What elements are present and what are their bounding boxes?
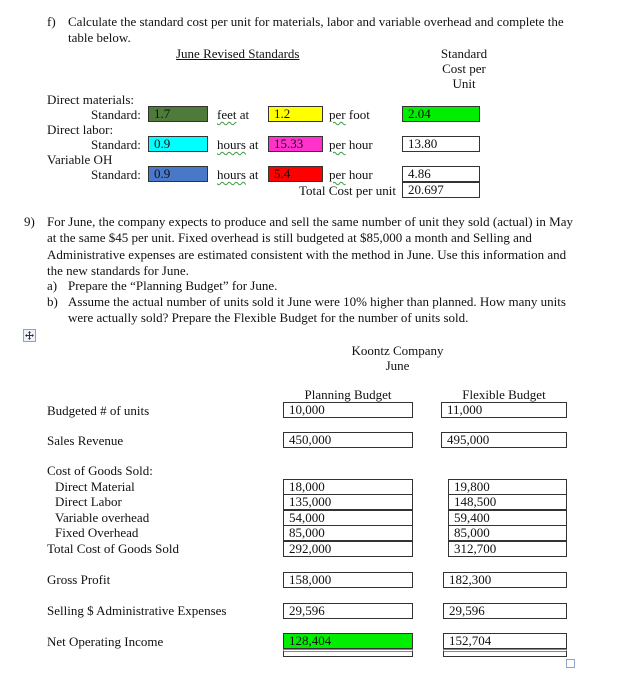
dm-qty-unit-word: feet [217, 107, 237, 122]
flexible-dl-cell[interactable]: 148,500 [448, 494, 567, 510]
dl-rate-cell[interactable]: 15.33 [268, 136, 323, 152]
dm-qty-cell[interactable]: 1.7 [148, 106, 208, 122]
row-label-units: Budgeted # of units [47, 403, 150, 418]
row-label-direct-material: Direct Material [55, 479, 135, 494]
std-cost-header [430, 46, 498, 91]
voh-rate-unit-word: per [329, 167, 346, 182]
flexible-total-cogs-cell[interactable]: 312,700 [448, 541, 567, 557]
dm-rate-unit: per foot [329, 107, 370, 122]
section-direct-labor: Direct labor: [47, 122, 114, 137]
row-label-direct-labor: Direct Labor [55, 494, 122, 509]
q9-line3: Administrative expenses are estimated consistent with the method in June. Use this information and [47, 247, 567, 262]
row-label-variable-overhead: Variable overhead [55, 510, 150, 525]
budget-period: June [385, 358, 410, 373]
standard-label: Standard: [91, 137, 141, 152]
dm-cost-cell[interactable]: 2.04 [402, 106, 480, 122]
dl-qty-cell[interactable]: 0.9 [148, 136, 208, 152]
q9b-line2: were actually sold? Prepare the Flexible Budget for the number of units sold. [68, 310, 469, 325]
dl-cost-cell[interactable]: 13.80 [402, 136, 480, 152]
planning-noi-cell[interactable]: 128,404 [283, 633, 413, 649]
voh-rate-cell[interactable]: 5.4 [268, 166, 323, 182]
planning-total-cogs-cell[interactable]: 292,000 [283, 541, 413, 557]
part-f-instruction-line1: Calculate the standard cost per unit for materials, labor and variable overhead and complete the [68, 14, 564, 29]
q9-marker: 9) [24, 214, 35, 229]
flexible-voh-cell[interactable]: 59,400 [448, 510, 567, 526]
row-label-fixed-overhead: Fixed Overhead [55, 525, 139, 540]
part-f-instruction-line2: table below. [68, 30, 131, 45]
part-f-marker: f) [47, 14, 56, 29]
move-arrows-icon[interactable] [23, 329, 36, 342]
dl-qty-unit-word: hours [217, 137, 246, 152]
cogs-header: Cost of Goods Sold: [47, 463, 153, 478]
planning-gross-cell[interactable]: 158,000 [283, 572, 413, 588]
standard-label: Standard: [91, 167, 141, 182]
flexible-foh-cell[interactable]: 85,000 [448, 525, 567, 541]
resize-handle-icon[interactable] [566, 659, 575, 668]
row-label-gross-profit: Gross Profit [47, 572, 111, 587]
std-cost-header-line3: Unit [452, 76, 476, 91]
standards-table-title: June Revised Standards [176, 46, 300, 61]
col-header-flexible: Flexible Budget [462, 387, 546, 402]
planning-foh-cell[interactable]: 85,000 [283, 525, 413, 541]
row-label-total-cogs: Total Cost of Goods Sold [47, 541, 179, 556]
dm-rate-cell[interactable]: 1.2 [268, 106, 323, 122]
planning-dm-cell[interactable]: 18,000 [283, 479, 413, 495]
planning-sga-cell[interactable]: 29,596 [283, 603, 413, 619]
planning-dl-cell[interactable]: 135,000 [283, 494, 413, 510]
dl-rate-unit-word: per [329, 137, 346, 152]
dl-qty-unit: hours at [217, 137, 259, 152]
row-label-sales: Sales Revenue [47, 433, 124, 448]
section-variable-oh: Variable OH [47, 152, 113, 167]
flexible-noi-double-underline [443, 649, 567, 657]
flexible-gross-cell[interactable]: 182,300 [443, 572, 567, 588]
q9a-marker: a) [47, 278, 58, 293]
standard-label: Standard: [91, 107, 141, 122]
col-header-planning: Planning Budget [304, 387, 392, 402]
row-label-noi: Net Operating Income [47, 634, 164, 649]
q9-line1: For June, the company expects to produce and sell the same number of unit they sold (actual) in May [47, 214, 573, 229]
flexible-units-cell[interactable]: 11,000 [441, 402, 567, 418]
dl-rate-unit: per hour [329, 137, 373, 152]
q9b-marker: b) [47, 294, 58, 309]
planning-sales-cell[interactable]: 450,000 [283, 432, 413, 448]
q9-line2: at the same $45 per unit. Fixed overhead is still budgeted at $85,000 a month and Selling and [47, 230, 532, 245]
std-cost-header-line2: Cost per [442, 61, 486, 76]
voh-cost-cell[interactable]: 4.86 [402, 166, 480, 182]
planning-units-cell[interactable]: 10,000 [283, 402, 413, 418]
planning-noi-double-underline [283, 649, 413, 657]
move-arrows-glyph [25, 331, 34, 340]
std-cost-header-line1: Standard [440, 46, 488, 61]
voh-rate-unit: per hour [329, 167, 373, 182]
flexible-sga-cell[interactable]: 29,596 [443, 603, 567, 619]
flexible-noi-cell[interactable]: 152,704 [443, 633, 567, 649]
company-name: Koontz Company [351, 343, 444, 358]
total-cost-cell[interactable]: 20.697 [402, 182, 480, 198]
section-direct-materials: Direct materials: [47, 92, 134, 107]
total-cost-label: Total Cost per unit [299, 183, 396, 198]
dm-qty-unit: feet at [217, 107, 250, 122]
dm-rate-unit-word: per [329, 107, 346, 122]
voh-qty-cell[interactable]: 0.9 [148, 166, 208, 182]
q9-line4: the new standards for June. [47, 263, 189, 278]
flexible-sales-cell[interactable]: 495,000 [441, 432, 567, 448]
planning-voh-cell[interactable]: 54,000 [283, 510, 413, 526]
q9a-text: Prepare the “Planning Budget” for June. [68, 278, 278, 293]
voh-qty-unit-word: hours [217, 167, 246, 182]
q9b-line1: Assume the actual number of units sold it June were 10% higher than planned. How many units [68, 294, 566, 309]
voh-qty-unit: hours at [217, 167, 259, 182]
row-label-sga: Selling $ Administrative Expenses [47, 603, 227, 618]
flexible-dm-cell[interactable]: 19,800 [448, 479, 567, 495]
